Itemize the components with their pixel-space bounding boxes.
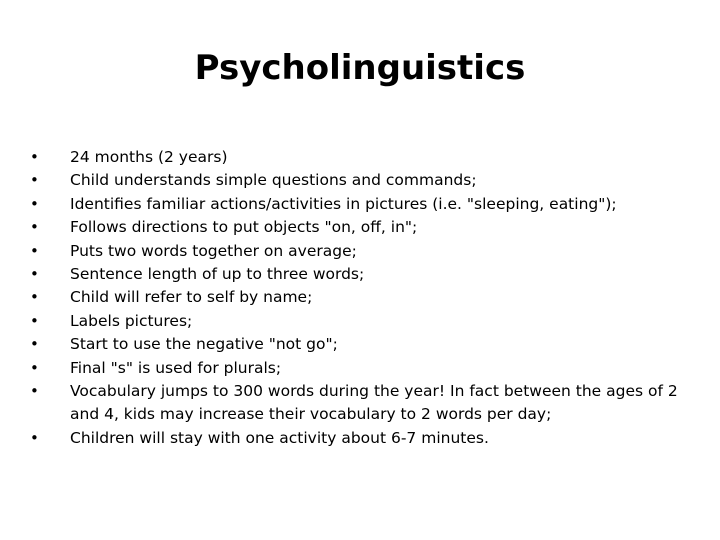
bullet-marker: • — [30, 358, 39, 377]
bullet-marker: • — [30, 288, 39, 307]
bullet-item — [30, 240, 690, 263]
bullet-marker: • — [30, 241, 39, 260]
bullet-marker: • — [30, 218, 39, 237]
bullet-marker: • — [30, 171, 39, 190]
bullet-text: Final "s" is used for plurals; — [70, 358, 282, 377]
slide-title: Psycholinguistics — [194, 48, 526, 88]
bullet-text: Children will stay with one activity about 6-7 minutes. — [70, 428, 489, 447]
bullet-marker: • — [30, 194, 39, 213]
bullet-text: Vocabulary jumps to 300 words during the year! In fact between the ages of 2 and 4, kids may increase their vocabulary to 2 words per day; — [70, 382, 678, 424]
bullet-text: Child understands simple questions and commands; — [70, 171, 477, 190]
bullet-item — [30, 286, 690, 309]
bullet-item — [30, 216, 690, 239]
bullet-list — [30, 146, 690, 450]
bullet-text: Child will refer to self by name; — [70, 288, 313, 307]
bullet-text: 24 months (2 years) — [70, 148, 228, 166]
bullet-item — [30, 263, 690, 286]
bullet-text: Identifies familiar actions/activities in pictures (i.e. "sleeping, eating"); — [70, 194, 617, 213]
bullet-item — [30, 310, 690, 333]
bullet-marker: • — [30, 382, 39, 401]
bullet-item — [30, 357, 690, 380]
bullet-marker: • — [30, 148, 39, 166]
bullet-item — [30, 427, 690, 450]
bullet-marker: • — [30, 428, 39, 447]
bullet-marker: • — [30, 335, 39, 354]
bullet-marker: • — [30, 265, 39, 284]
bullet-text: Start to use the negative "not go"; — [70, 335, 338, 354]
bullet-text: Puts two words together on average; — [70, 241, 357, 260]
bullet-item — [30, 146, 690, 169]
bullet-text: Follows directions to put objects "on, off, in"; — [70, 218, 418, 237]
bullet-item — [30, 380, 690, 427]
bullet-item — [30, 333, 690, 356]
bullet-marker: • — [30, 311, 39, 330]
bullet-item — [30, 193, 690, 216]
bullet-text: Labels pictures; — [70, 311, 193, 330]
bullet-text: Sentence length of up to three words; — [70, 265, 365, 284]
bullet-item — [30, 169, 690, 192]
